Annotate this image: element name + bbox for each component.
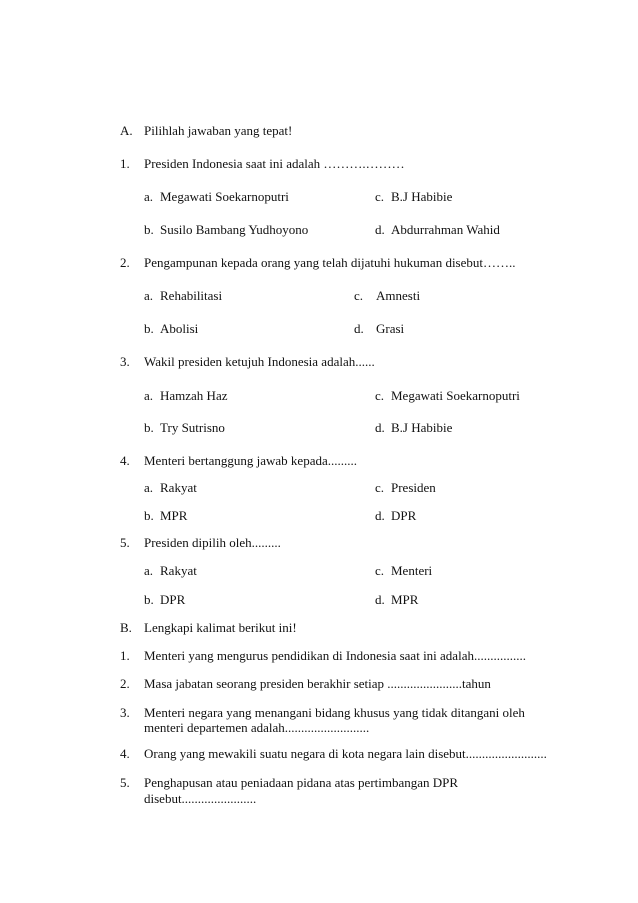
option-text[interactable]: B.J Habibie (391, 420, 453, 435)
option-text[interactable]: DPR (391, 508, 417, 523)
option-label: c. (375, 480, 385, 495)
option-text[interactable]: Susilo Bambang Yudhoyono (160, 222, 309, 237)
section-b-title: Lengkapi kalimat berikut ini! (144, 620, 297, 635)
question-number: 5. (120, 535, 130, 550)
option-text[interactable]: Abdurrahman Wahid (391, 222, 500, 237)
item-text: Menteri negara yang menangani bidang khusus yang tidak ditangani oleh (144, 705, 525, 720)
option-label: d. (375, 420, 385, 435)
question-number: 3. (120, 354, 130, 369)
question-text: Menteri bertanggung jawab kepada......... (144, 453, 357, 468)
option-label: a. (144, 189, 154, 204)
option-label: a. (144, 288, 154, 303)
option-text[interactable]: Hamzah Haz (160, 388, 228, 403)
option-label: b. (144, 222, 154, 237)
option-label: c. (375, 388, 385, 403)
section-a-letter: A. (120, 123, 133, 138)
question-text: Presiden dipilih oleh......... (144, 535, 281, 550)
section-a-title: Pilihlah jawaban yang tepat! (144, 123, 293, 138)
option-text[interactable]: DPR (160, 592, 186, 607)
section-b-letter: B. (120, 620, 132, 635)
option-label: d. (375, 592, 385, 607)
option-text[interactable]: Presiden (391, 480, 436, 495)
option-text[interactable]: Rehabilitasi (160, 288, 223, 303)
item-number: 3. (120, 705, 130, 720)
option-label: b. (144, 321, 154, 336)
option-text[interactable]: Menteri (391, 563, 433, 578)
option-text[interactable]: Rakyat (160, 563, 197, 578)
item-number: 4. (120, 746, 130, 761)
option-label: a. (144, 388, 154, 403)
option-label: b. (144, 592, 154, 607)
item-number: 2. (120, 676, 130, 691)
option-text[interactable]: Grasi (376, 321, 405, 336)
option-label: c. (375, 189, 385, 204)
option-label: a. (144, 480, 154, 495)
item-text: menteri departemen adalah.......................... (144, 720, 370, 735)
option-label: d. (354, 321, 364, 336)
option-text[interactable]: MPR (160, 508, 188, 523)
question-text: Wakil presiden ketujuh Indonesia adalah...... (144, 354, 375, 369)
option-label: c. (375, 563, 385, 578)
item-text: Menteri yang mengurus pendidikan di Indonesia saat ini adalah................ (144, 648, 526, 663)
item-text: Masa jabatan seorang presiden berakhir setiap .......................tahun (144, 676, 491, 691)
item-text: Penghapusan atau peniadaan pidana atas pertimbangan DPR (144, 775, 459, 790)
option-label: d. (375, 222, 385, 237)
option-text[interactable]: Rakyat (160, 480, 197, 495)
item-text: Orang yang mewakili suatu negara di kota negara lain disebut......................... (144, 746, 547, 761)
option-label: d. (375, 508, 385, 523)
option-text[interactable]: MPR (391, 592, 419, 607)
option-text[interactable]: Megawati Soekarnoputri (160, 189, 289, 204)
option-label: b. (144, 420, 154, 435)
option-text[interactable]: Abolisi (160, 321, 199, 336)
item-number: 5. (120, 775, 130, 790)
option-label: a. (144, 563, 154, 578)
option-text[interactable]: Amnesti (376, 288, 421, 303)
question-number: 1. (120, 156, 130, 171)
question-text: Presiden Indonesia saat ini adalah ……….……… (144, 156, 405, 171)
option-text[interactable]: Try Sutrisno (160, 420, 225, 435)
option-label: c. (354, 288, 364, 303)
item-text: disebut....................... (144, 791, 257, 806)
option-text[interactable]: Megawati Soekarnoputri (391, 388, 520, 403)
question-number: 2. (120, 255, 130, 270)
option-text[interactable]: B.J Habibie (391, 189, 453, 204)
question-text: Pengampunan kepada orang yang telah dijatuhi hukuman disebut…….. (144, 255, 516, 270)
item-number: 1. (120, 648, 130, 663)
option-label: b. (144, 508, 154, 523)
question-number: 4. (120, 453, 130, 468)
